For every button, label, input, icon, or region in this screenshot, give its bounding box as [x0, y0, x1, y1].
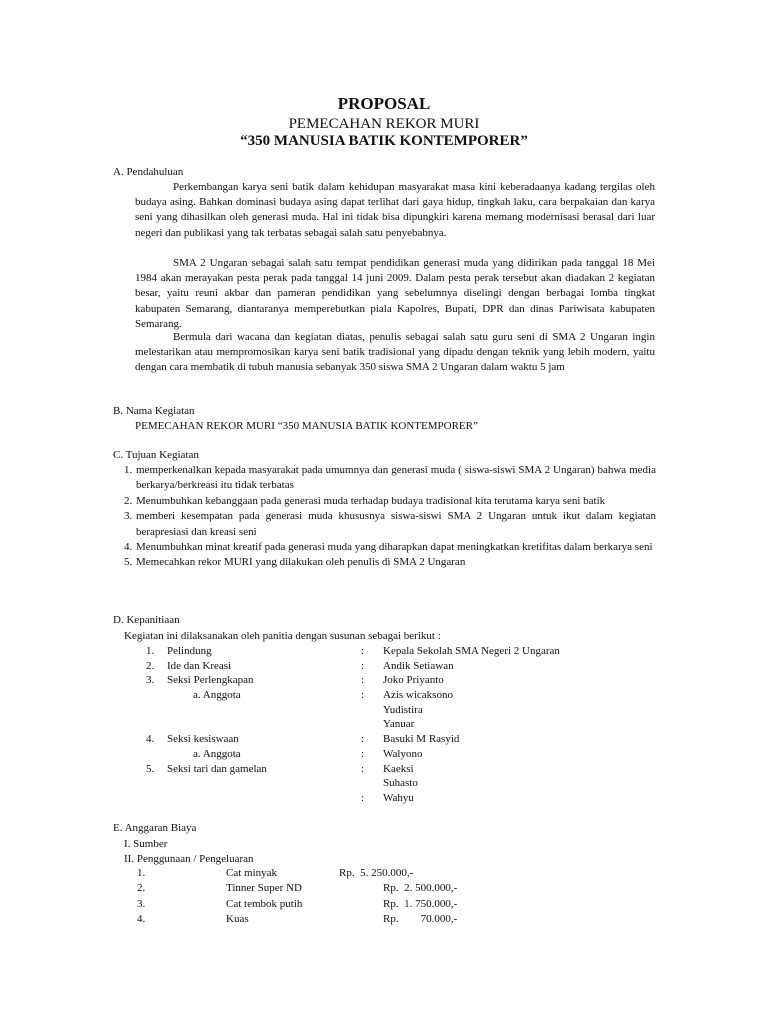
row-number: 2. — [137, 882, 146, 895]
item-number: 4. — [124, 541, 133, 554]
row-colon: : — [361, 762, 365, 775]
row-person: Andik Setiawan — [383, 659, 454, 672]
budget-source: I. Sumber — [124, 838, 168, 850]
committee-row — [146, 791, 646, 806]
row-item: Cat tembok putih — [226, 897, 303, 910]
item-text: Menumbuhkan kebanggaan pada generasi muda terhadap budaya tradisional kita terutama karya seni batik — [136, 494, 606, 507]
committee-row — [146, 659, 646, 674]
row-amount: Rp. 70.000,- — [383, 913, 458, 926]
row-role: a. Anggota — [193, 689, 241, 702]
section-e-heading: E. Anggaran Biaya — [113, 822, 197, 834]
committee-row — [146, 717, 646, 732]
row-amount: Rp. 5. 250.000,- — [339, 867, 414, 879]
row-person: Kaeksi — [383, 762, 414, 775]
row-number: 4. — [146, 733, 155, 746]
item-text: Menumbuhkan minat kreatif pada generasi muda yang diharapkan dapat meningkatkan kretifitas dalam berkarya seni — [136, 541, 653, 554]
row-number: 4. — [137, 913, 146, 926]
committee-row — [146, 673, 646, 688]
objectives-list — [124, 463, 656, 571]
row-role — [167, 703, 361, 718]
row-role: Seksi kesiswaan — [167, 733, 239, 746]
section-c-heading: C. Tujuan Kegiatan — [113, 449, 199, 461]
committee-table — [146, 644, 646, 806]
row-item: Tinner Super ND — [226, 882, 302, 895]
row-person: Azis wicaksono — [383, 689, 453, 702]
budget-expenses: II. Penggunaan / Pengeluaran — [124, 853, 254, 865]
row-number: 5. — [146, 762, 155, 775]
row-role: a. Anggota — [193, 747, 241, 760]
item-text: memperkenalkan kepada masyarakat pada umumnya dan generasi muda ( siswa-siswi SMA 2 Ungaran) bahwa media berkarya/berkreasi itu tidak terbatas — [136, 464, 656, 492]
committee-row — [146, 776, 646, 791]
paragraph-text: Bermula dari wacana dan kegiatan diatas, penulis sebagai salah satu guru seni di SMA 2 Ungaran ingin melestarikan atau mempromosikan karya seni batik tradisional yang dipadu dengan teknik yang lebih modern, yaitu dengan cara membatik di tubuh manusia sebanyak 350 siswa SMA 2 Ungaran dalam waktu 5 jam — [135, 331, 655, 374]
document-title: PROPOSAL — [337, 94, 431, 113]
row-number — [146, 703, 167, 718]
row-person: Joko Priyanto — [383, 674, 444, 687]
committee-row — [146, 688, 646, 703]
row-role: Seksi Perlengkapan — [167, 674, 254, 687]
document-subtitle: PEMECAHAN REKOR MURI — [288, 116, 480, 132]
list-item — [124, 555, 656, 570]
budget-row — [137, 897, 457, 912]
row-number — [146, 747, 167, 762]
row-colon: : — [361, 659, 365, 672]
row-number: 1. — [146, 645, 155, 657]
row-role — [167, 791, 361, 806]
item-number: 5. — [124, 556, 133, 569]
row-number — [146, 776, 167, 791]
committee-row — [146, 762, 646, 777]
committee-row — [146, 747, 646, 762]
row-amount: Rp. 2. 500.000,- — [383, 882, 458, 895]
committee-intro: Kegiatan ini dilaksanakan oleh panitia dengan susunan sebagai berikut : — [124, 630, 441, 642]
row-number — [146, 688, 167, 703]
row-colon: : — [361, 689, 365, 702]
section-a-heading: A. Pendahuluan — [113, 166, 184, 178]
budget-row — [137, 881, 457, 896]
section-a-paragraph-3 — [135, 330, 655, 376]
row-colon: : — [361, 645, 365, 657]
list-item — [124, 494, 656, 509]
row-number: 2. — [146, 659, 155, 672]
list-item — [124, 540, 656, 555]
row-role — [167, 776, 361, 791]
item-number: 2. — [124, 494, 133, 507]
row-role — [167, 717, 361, 732]
committee-row — [146, 644, 646, 659]
row-person: Basuki M Rasyid — [383, 733, 460, 746]
row-person: Yudistira — [383, 703, 423, 716]
paragraph-text: SMA 2 Ungaran sebagai salah satu tempat pendidikan generasi muda yang didirikan pada tanggal 18 Mei 1984 akan merayakan pesta perak pada tanggal 14 juni 2009. Dalam pesta perak tersebut akan diadakan 2 kegiatan besar, yaitu reuni akbar dan pameran pendidikan yang sebelumnya diselingi dengan berbagai lomba tingkat kabupaten Semarang, diantaranya memperebutkan piala Kapolres, Bupati, DPR dan dinas Pariwisata kabupaten Semarang. — [135, 257, 655, 330]
row-colon: : — [361, 747, 365, 760]
row-person: Yanuar — [383, 718, 415, 731]
row-number: 3. — [137, 897, 146, 910]
row-colon: : — [361, 674, 365, 687]
item-number: 1. — [124, 464, 133, 476]
row-colon: : — [361, 791, 365, 804]
budget-row — [137, 912, 457, 927]
budget-row — [137, 866, 457, 881]
row-item: Cat minyak — [226, 867, 278, 879]
row-person: Suhasto — [383, 777, 418, 790]
row-colon — [361, 703, 383, 718]
row-number: 3. — [146, 674, 155, 687]
row-role: Pelindung — [167, 645, 212, 657]
row-person: Kepala Sekolah SMA Negeri 2 Ungaran — [383, 645, 560, 657]
section-b-heading: B. Nama Kegiatan — [113, 405, 195, 417]
row-item: Kuas — [226, 913, 249, 926]
section-d-heading: D. Kepanitiaan — [113, 614, 180, 626]
item-number: 3. — [124, 510, 133, 523]
row-person: Walyono — [383, 747, 423, 760]
row-colon — [361, 717, 383, 732]
row-amount: Rp. 1. 750.000,- — [383, 897, 458, 910]
committee-row — [146, 703, 646, 718]
event-title: “350 MANUSIA BATIK KONTEMPORER” — [240, 133, 528, 149]
row-person: Wahyu — [383, 791, 414, 804]
row-colon — [361, 776, 383, 791]
list-item — [124, 509, 656, 540]
row-colon: : — [361, 733, 365, 746]
row-role: Seksi tari dan gamelan — [167, 762, 267, 775]
activity-name: PEMECAHAN REKOR MURI “350 MANUSIA BATIK KONTEMPORER” — [135, 420, 478, 432]
row-number: 1. — [137, 867, 146, 879]
paragraph-text: Perkembangan karya seni batik dalam kehidupan masyarakat masa kini keberadaanya kadang tergilas oleh budaya asing. Bahkan dominasi budaya asing dapat terlihat dari gaya hidup, tingkah laku, cara berpakaian dan karya seni yang dihasilkan oleh generasi muda. Hal ini tidak bisa dipungkiri karena memang modernisasi berasal dari luar negeri dan publikasi yang tak terbatas sebagai salah satu penyebabnya. — [135, 181, 655, 239]
list-item — [124, 463, 656, 494]
row-number — [146, 791, 167, 806]
item-text: Memecahkan rekor MURI yang dilakukan oleh penulis di SMA 2 Ungaran — [136, 556, 466, 569]
budget-table — [137, 866, 457, 928]
row-role: Ide dan Kreasi — [167, 659, 232, 672]
row-number — [146, 717, 167, 732]
item-text: memberi kesempatan pada generasi muda khususnya siswa-siswi SMA 2 Ungaran untuk ikut dalam kegiatan berapresiasi dan kreasi seni — [136, 510, 656, 538]
committee-row — [146, 732, 646, 747]
section-a-paragraph-2 — [135, 256, 655, 332]
section-a-paragraph-1 — [135, 180, 655, 241]
